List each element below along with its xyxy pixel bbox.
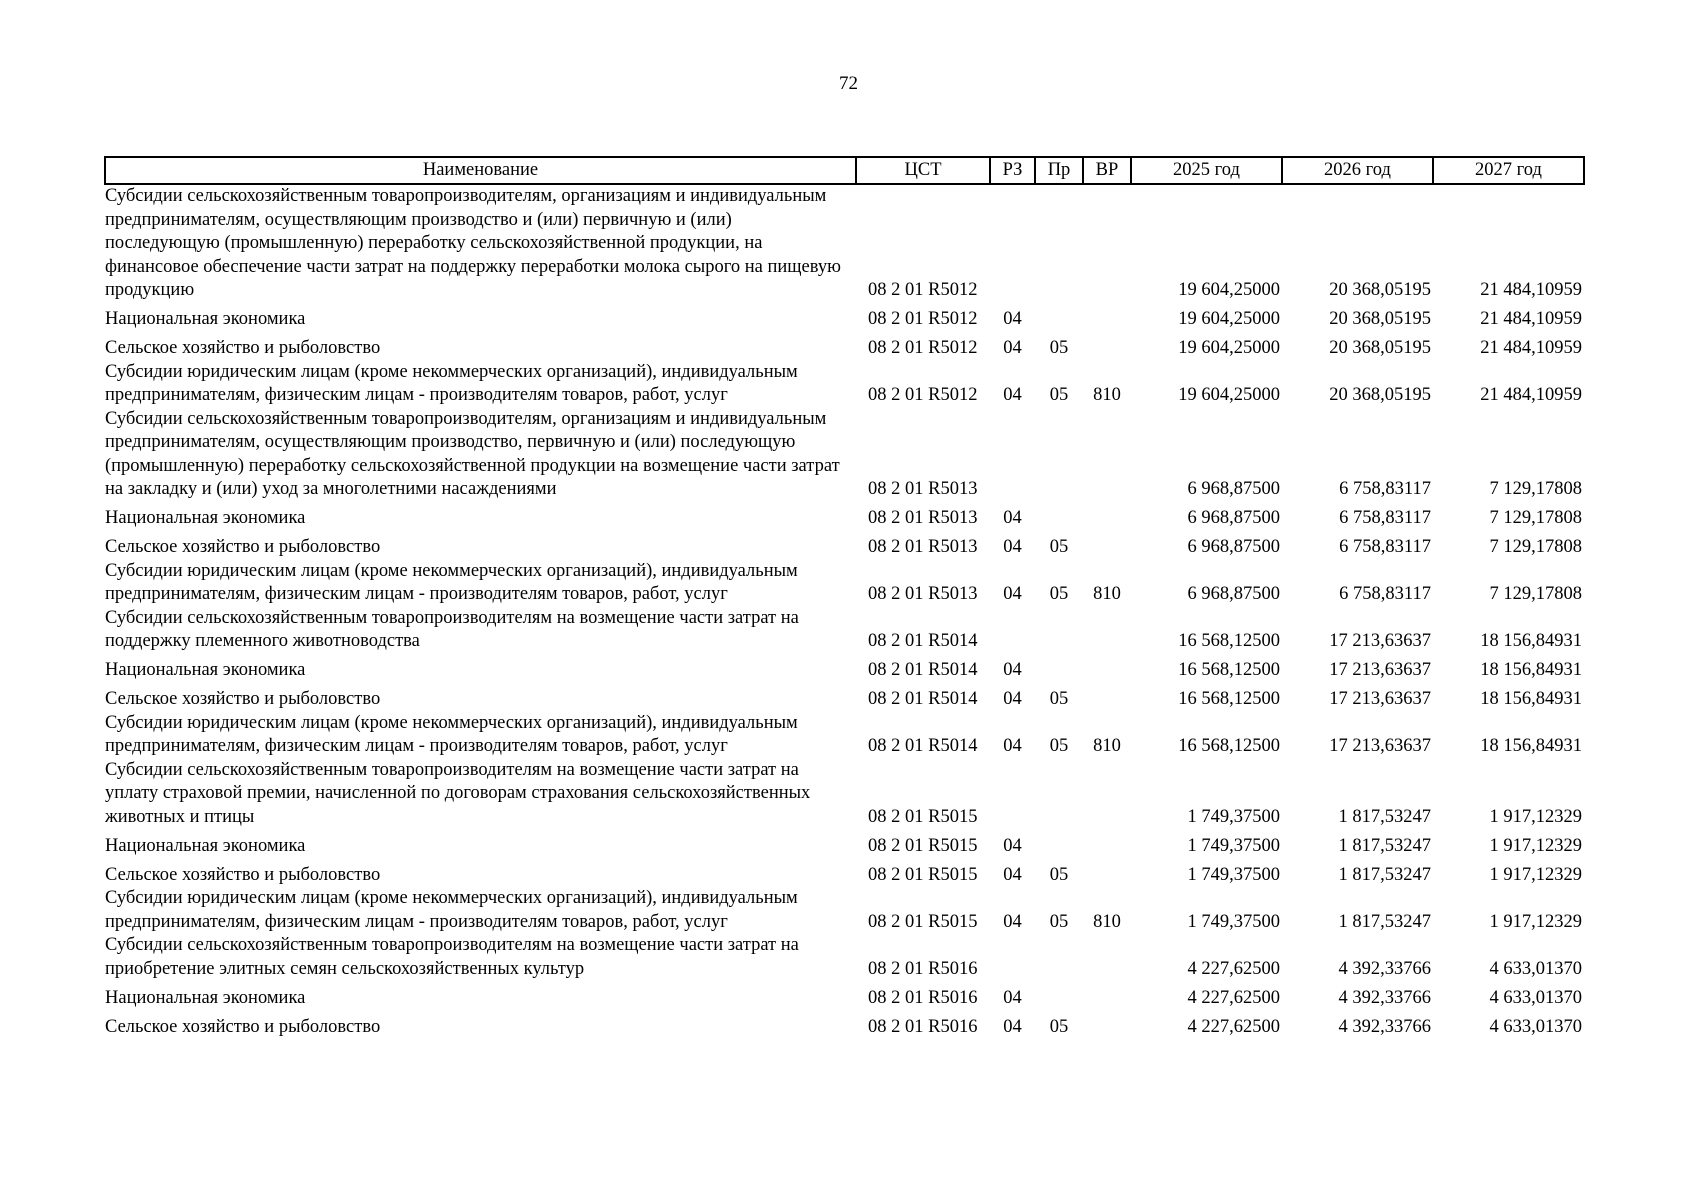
row-rz: 04	[1003, 537, 1022, 557]
row-value-2026: 20 368,05195	[1329, 385, 1431, 405]
row-value-2027: 21 484,10959	[1480, 338, 1582, 358]
row-vr	[1083, 1010, 1131, 1039]
row-name: Субсидии юридическим лицам (кроме некоммерческих организаций), индивидуальным предпринимателям, физическим лицам - производителям товаров, работ, услуг	[105, 712, 798, 756]
row-name: Субсидии сельскохозяйственным товаропроизводителям на возмещение части затрат на приобретение элитных семян сельскохозяйственных культур	[105, 935, 799, 979]
row-value-2025: 1 749,37500	[1187, 911, 1280, 932]
row-pr	[1035, 303, 1083, 332]
row-vr	[1083, 683, 1131, 712]
row-value-2025: 19 604,25000	[1178, 309, 1280, 329]
row-vr	[1083, 303, 1131, 332]
row-pr	[1035, 502, 1083, 531]
row-cst: 08 2 01 R5014	[868, 631, 978, 651]
row-value-2025: 6 968,87500	[1187, 479, 1280, 499]
row-value-2026: 17 213,63637	[1329, 689, 1431, 709]
row-vr	[1083, 502, 1131, 531]
table-row	[105, 934, 1584, 981]
row-value-2027: 1 917,12329	[1489, 806, 1582, 827]
table-row	[105, 759, 1584, 830]
row-value-2025: 16 568,12500	[1178, 689, 1280, 709]
row-value-2026: 4 392,33766	[1338, 1016, 1431, 1037]
table-row	[105, 607, 1584, 654]
row-value-2026: 20 368,05195	[1329, 280, 1431, 300]
row-value-2025: 1 749,37500	[1187, 835, 1280, 856]
row-pr	[1035, 759, 1083, 830]
table-row	[105, 981, 1584, 1010]
row-value-2026: 1 817,53247	[1338, 911, 1431, 932]
row-name: Субсидии сельскохозяйственным товаропроизводителям на возмещение части затрат на поддержку племенного животноводства	[105, 607, 799, 651]
row-rz	[990, 759, 1035, 830]
row-value-2025: 19 604,25000	[1178, 338, 1280, 358]
row-vr	[1083, 858, 1131, 887]
header-vr: ВР	[1083, 157, 1131, 184]
row-rz: 04	[1003, 584, 1022, 604]
row-name: Субсидии сельскохозяйственным товаропроизводителям, организациям и индивидуальным предпринимателям, осуществляющим производство и (или) первичную и (или) последующую (промышленную) переработку сельскохозяйственной продукции, на финансовое обеспечение части затрат на поддержку переработки молока сырого на пищевую продукцию	[105, 186, 841, 300]
row-value-2027: 4 633,01370	[1489, 958, 1582, 979]
row-value-2025: 1 749,37500	[1187, 864, 1280, 885]
table-row	[105, 303, 1584, 332]
row-cst: 08 2 01 R5013	[868, 479, 978, 499]
row-cst: 08 2 01 R5016	[868, 987, 978, 1008]
row-pr: 05	[1049, 385, 1069, 405]
row-rz: 04	[1003, 736, 1022, 756]
header-2025: 2025 год	[1131, 157, 1282, 184]
row-value-2026: 17 213,63637	[1329, 631, 1431, 651]
row-value-2025: 1 749,37500	[1187, 806, 1280, 827]
row-cst: 08 2 01 R5016	[868, 1016, 978, 1037]
row-value-2027: 21 484,10959	[1480, 280, 1582, 300]
row-name: Национальная экономика	[105, 987, 306, 1008]
row-value-2026: 6 758,83117	[1339, 479, 1431, 499]
header-name: Наименование	[105, 157, 856, 184]
header-cst: ЦСТ	[856, 157, 990, 184]
row-value-2025: 4 227,62500	[1187, 1016, 1280, 1037]
row-cst: 08 2 01 R5013	[868, 584, 978, 604]
row-pr	[1035, 934, 1083, 981]
table-row	[105, 332, 1584, 361]
row-name: Национальная экономика	[105, 835, 306, 856]
row-pr: 05	[1049, 537, 1069, 557]
row-rz: 04	[1003, 864, 1022, 885]
row-value-2026: 1 817,53247	[1338, 864, 1431, 885]
table-row	[105, 560, 1584, 607]
header-pr: Пр	[1035, 157, 1083, 184]
row-vr	[1083, 759, 1131, 830]
row-value-2026: 17 213,63637	[1329, 660, 1431, 680]
row-value-2025: 4 227,62500	[1187, 958, 1280, 979]
row-value-2027: 4 633,01370	[1489, 987, 1582, 1008]
table-row	[105, 712, 1584, 759]
row-vr	[1083, 829, 1131, 858]
table-row	[105, 502, 1584, 531]
header-rz: РЗ	[990, 157, 1035, 184]
row-rz	[990, 408, 1035, 502]
table-row	[105, 531, 1584, 560]
row-rz: 04	[1003, 660, 1022, 680]
page-number: 72	[839, 73, 858, 94]
row-vr	[1083, 184, 1131, 303]
row-rz: 04	[1003, 835, 1022, 856]
row-cst: 08 2 01 R5015	[868, 835, 978, 856]
row-vr: 810	[1093, 736, 1121, 756]
row-vr	[1083, 934, 1131, 981]
row-value-2025: 19 604,25000	[1178, 385, 1280, 405]
row-value-2026: 6 758,83117	[1339, 537, 1431, 557]
row-name: Сельское хозяйство и рыболовство	[105, 864, 381, 885]
row-vr	[1083, 531, 1131, 560]
row-value-2027: 1 917,12329	[1489, 835, 1582, 856]
row-value-2025: 4 227,62500	[1187, 987, 1280, 1008]
row-value-2027: 1 917,12329	[1489, 864, 1582, 885]
row-value-2027: 1 917,12329	[1489, 911, 1582, 932]
row-name: Национальная экономика	[105, 508, 306, 528]
row-vr	[1083, 332, 1131, 361]
row-pr	[1035, 607, 1083, 654]
row-value-2026: 20 368,05195	[1329, 309, 1431, 329]
row-pr: 05	[1049, 864, 1069, 885]
row-rz: 04	[1003, 338, 1022, 358]
table-header	[105, 157, 1584, 184]
row-value-2026: 4 392,33766	[1338, 958, 1431, 979]
row-vr	[1083, 654, 1131, 683]
row-value-2026: 20 368,05195	[1329, 338, 1431, 358]
row-value-2026: 1 817,53247	[1338, 835, 1431, 856]
row-value-2027: 18 156,84931	[1480, 631, 1582, 651]
row-name: Сельское хозяйство и рыболовство	[105, 338, 381, 358]
row-cst: 08 2 01 R5012	[868, 280, 978, 300]
row-rz: 04	[1003, 987, 1022, 1008]
row-name: Национальная экономика	[105, 309, 306, 329]
table-row	[105, 829, 1584, 858]
row-vr: 810	[1093, 584, 1121, 604]
row-value-2027: 7 129,17808	[1489, 584, 1582, 604]
row-value-2027: 7 129,17808	[1489, 479, 1582, 499]
row-cst: 08 2 01 R5012	[868, 309, 978, 329]
row-vr	[1083, 408, 1131, 502]
row-pr: 05	[1049, 911, 1069, 932]
row-value-2027: 21 484,10959	[1480, 309, 1582, 329]
row-value-2025: 16 568,12500	[1178, 736, 1280, 756]
row-pr	[1035, 184, 1083, 303]
row-name: Сельское хозяйство и рыболовство	[105, 1016, 381, 1037]
row-value-2026: 6 758,83117	[1339, 508, 1431, 528]
row-name: Субсидии юридическим лицам (кроме некоммерческих организаций), индивидуальным предпринимателям, физическим лицам - производителям товаров, работ, услуг	[105, 888, 798, 932]
table-row	[105, 1010, 1584, 1039]
row-cst: 08 2 01 R5013	[868, 508, 978, 528]
row-value-2027: 18 156,84931	[1480, 736, 1582, 756]
row-cst: 08 2 01 R5015	[868, 911, 978, 932]
row-rz: 04	[1003, 309, 1022, 329]
row-value-2027: 18 156,84931	[1480, 660, 1582, 680]
row-pr	[1035, 981, 1083, 1010]
row-vr: 810	[1093, 911, 1121, 932]
row-rz: 04	[1003, 508, 1022, 528]
row-pr	[1035, 408, 1083, 502]
row-value-2025: 16 568,12500	[1178, 631, 1280, 651]
row-cst: 08 2 01 R5014	[868, 660, 978, 680]
row-value-2026: 6 758,83117	[1339, 584, 1431, 604]
row-value-2026: 1 817,53247	[1338, 806, 1431, 827]
row-pr	[1035, 654, 1083, 683]
header-2027: 2027 год	[1433, 157, 1584, 184]
row-value-2025: 6 968,87500	[1187, 508, 1280, 528]
row-cst: 08 2 01 R5014	[868, 689, 978, 709]
row-value-2027: 7 129,17808	[1489, 537, 1582, 557]
row-pr: 05	[1049, 1016, 1069, 1037]
row-value-2026: 17 213,63637	[1329, 736, 1431, 756]
row-vr: 810	[1093, 385, 1121, 405]
table-row	[105, 683, 1584, 712]
row-rz: 04	[1003, 911, 1022, 932]
header-2026: 2026 год	[1282, 157, 1433, 184]
table-row	[105, 858, 1584, 887]
row-value-2027: 7 129,17808	[1489, 508, 1582, 528]
row-cst: 08 2 01 R5013	[868, 537, 978, 557]
row-value-2025: 6 968,87500	[1187, 537, 1280, 557]
table-row	[105, 184, 1584, 303]
row-pr: 05	[1049, 584, 1069, 604]
row-value-2027: 18 156,84931	[1480, 689, 1582, 709]
row-value-2025: 16 568,12500	[1178, 660, 1280, 680]
row-value-2025: 6 968,87500	[1187, 584, 1280, 604]
table-row	[105, 654, 1584, 683]
row-cst: 08 2 01 R5015	[868, 806, 978, 827]
row-value-2027: 4 633,01370	[1489, 1016, 1582, 1037]
table-row	[105, 408, 1584, 502]
row-vr	[1083, 607, 1131, 654]
row-pr: 05	[1049, 338, 1069, 358]
row-name: Субсидии сельскохозяйственным товаропроизводителям, организациям и индивидуальным предпринимателям, осуществляющим производство, первичную и (или) последующую (промышленную) переработку сельскохозяйственной продукции на возмещение части затрат на закладку и (или) уход за многолетними насаждениями	[105, 408, 840, 499]
table-row	[105, 887, 1584, 934]
row-pr: 05	[1049, 736, 1069, 756]
row-name: Субсидии юридическим лицам (кроме некоммерческих организаций), индивидуальным предпринимателям, физическим лицам - производителям товаров, работ, услуг	[105, 361, 798, 405]
row-value-2027: 21 484,10959	[1480, 385, 1582, 405]
row-pr: 05	[1049, 689, 1069, 709]
row-name: Сельское хозяйство и рыболовство	[105, 537, 381, 557]
row-cst: 08 2 01 R5012	[868, 385, 978, 405]
row-cst: 08 2 01 R5015	[868, 864, 978, 885]
row-rz: 04	[1003, 1016, 1022, 1037]
row-name: Национальная экономика	[105, 660, 306, 680]
row-pr	[1035, 829, 1083, 858]
header-row	[105, 157, 1584, 184]
row-value-2025: 19 604,25000	[1178, 280, 1280, 300]
row-rz	[990, 607, 1035, 654]
row-value-2026: 4 392,33766	[1338, 987, 1431, 1008]
row-cst: 08 2 01 R5012	[868, 338, 978, 358]
row-rz	[990, 184, 1035, 303]
row-name: Субсидии юридическим лицам (кроме некоммерческих организаций), индивидуальным предпринимателям, физическим лицам - производителям товаров, работ, услуг	[105, 560, 798, 604]
table-body	[105, 184, 1584, 1039]
row-rz: 04	[1003, 385, 1022, 405]
row-rz	[990, 934, 1035, 981]
table-row	[105, 361, 1584, 408]
row-cst: 08 2 01 R5016	[868, 958, 978, 979]
row-cst: 08 2 01 R5014	[868, 736, 978, 756]
row-rz: 04	[1003, 689, 1022, 709]
budget-table	[104, 156, 1585, 1039]
row-name: Субсидии сельскохозяйственным товаропроизводителям на возмещение части затрат на уплату страховой премии, начисленной по договорам страхования сельскохозяйственных животных и птицы	[105, 759, 811, 827]
row-vr	[1083, 981, 1131, 1010]
row-name: Сельское хозяйство и рыболовство	[105, 689, 381, 709]
